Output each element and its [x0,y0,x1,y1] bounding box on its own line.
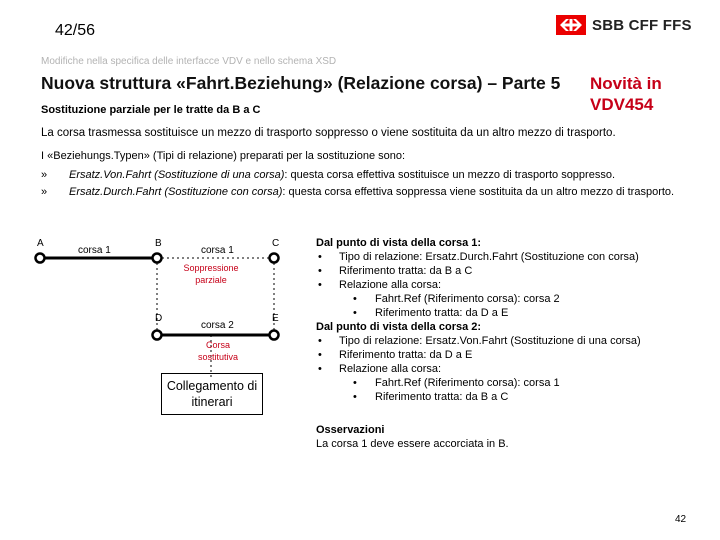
detail-text: Riferimento tratta: da D a E [339,349,473,361]
soppressione-line-2: parziale [195,275,227,285]
type-term: Ersatz.Durch.Fahrt (Sostituzione con corsa) [69,186,283,198]
detail-text: Relazione alla corsa: [339,279,442,291]
corsa2-heading: Dal punto di vista della corsa 2: [316,321,482,333]
detail-text: Riferimento tratta: da B a C [339,265,473,277]
slide-subtitle: Modifiche nella specifica delle interfacce VDV e nello schema XSD [41,56,337,67]
novita-line-2: VDV454 [590,95,654,114]
osservazioni-text: La corsa 1 deve essere accorciata in B. [316,438,509,450]
type-desc: : questa corsa effettiva sostituisce un mezzo di trasporto soppresso. [284,169,615,181]
detail-item [316,348,711,362]
slide-title: Nuova struttura «Fahrt.Beziehung» (Relazione corsa) – Parte 5 [41,73,561,93]
relation-details [316,236,711,404]
soppressione-line-1: Soppressione [183,263,239,273]
osservazioni-heading: Osservazioni [316,424,385,436]
footer-page-number: 42 [675,514,687,525]
stop-a-node [36,254,45,263]
bullet-dot: • [353,377,357,389]
stop-a-label: A [37,238,44,249]
detail-subitem [316,390,711,404]
detail-text: Riferimento tratta: da D a E [375,307,509,319]
stop-d-label: D [155,313,163,324]
bullet-dot: • [318,363,322,375]
logo-text: SBB CFF FFS [592,16,692,34]
stop-e-node [270,331,279,340]
collegamento-line-1: Collegamento di [166,379,258,393]
bullet-dot: • [318,251,322,263]
corsa2-label: corsa 2 [201,320,234,331]
bullet-chevron: » [41,186,48,198]
detail-item [316,250,711,264]
corsa1-heading: Dal punto di vista della corsa 1: [316,237,482,249]
sostitutiva-line-2: sostitutiva [197,352,239,362]
bullet-dot: • [318,335,322,347]
intro-text: La corsa trasmessa sostituisce un mezzo di trasporto soppresso o viene sostituita da un altro mezzo di trasporto. [41,127,616,139]
page-number: 42/56 [55,22,96,39]
detail-text: Riferimento tratta: da B a C [375,391,509,403]
bullet-dot: • [318,279,322,291]
detail-text: Relazione alla corsa: [339,363,442,375]
stop-e-label: E [272,313,279,324]
stop-b-label: B [155,238,162,249]
detail-item [316,278,711,292]
detail-item [316,264,711,278]
osservazioni-block [316,423,509,451]
detail-item [316,362,711,376]
detail-text: Tipo di relazione: Ersatz.Durch.Fahrt (Sostituzione con corsa) [339,251,639,263]
novita-line-1: Novità in [590,74,662,93]
bullet-dot: • [353,293,357,305]
collegamento-box [161,373,263,415]
detail-subitem [316,306,711,320]
detail-item [316,334,711,348]
bullet-dot: • [353,391,357,403]
section-title: Sostituzione parziale per le tratte da B a C [41,104,261,116]
soppressione-label [176,262,246,286]
detail-text: Tipo di relazione: Ersatz.Von.Fahrt (Sostituzione di una corsa) [339,335,641,347]
stop-c-node [270,254,279,263]
detail-subitem [316,376,711,390]
corsa-sostitutiva-label [183,339,253,363]
stop-b-node [153,254,162,263]
detail-text: Fahrt.Ref (Riferimento corsa): corsa 1 [375,377,560,389]
bullet-dot: • [318,265,322,277]
corsa1-left-label: corsa 1 [78,245,111,256]
corsa1-right-label: corsa 1 [201,245,234,256]
types-intro: I «Beziehungs.Typen» (Tipi di relazione) preparati per la sostituzione sono: [41,150,406,162]
sostitutiva-line-1: Corsa [205,340,230,350]
type-term: Ersatz.Von.Fahrt (Sostituzione di una corsa) [69,169,285,181]
bullet-dot: • [353,307,357,319]
stop-c-label: C [272,238,280,249]
detail-text: Fahrt.Ref (Riferimento corsa): corsa 2 [375,293,560,305]
bullet-chevron: » [41,169,48,181]
collegamento-line-2: itinerari [191,395,233,409]
stop-d-node [153,331,162,340]
detail-subitem [316,292,711,306]
bullet-dot: • [318,349,322,361]
type-desc: : questa corsa effettiva soppressa viene sostituita da un altro mezzo di trasporto. [282,186,675,198]
